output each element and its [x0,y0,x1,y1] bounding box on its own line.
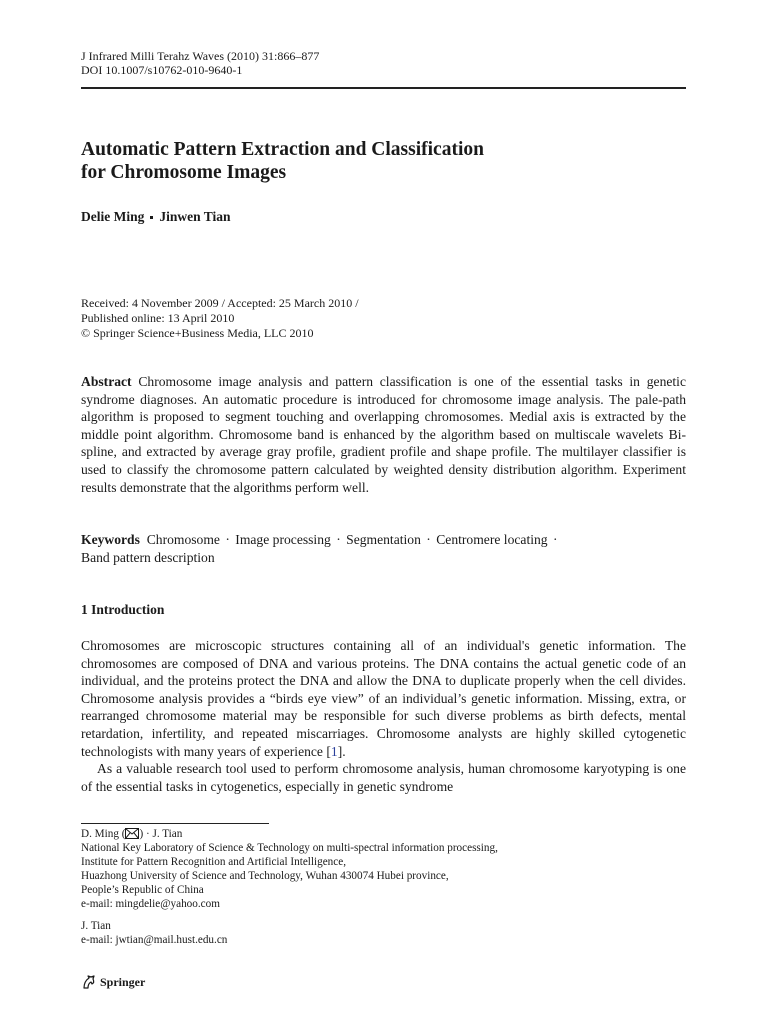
affiliation-line: National Key Laboratory of Science & Technology on multi-spectral information processing, [81,842,498,854]
keyword: Band pattern description [81,550,215,565]
journal-header [81,49,319,77]
corresponding-author [81,827,498,841]
publisher-name: Springer [100,974,146,989]
springer-horse-icon [81,974,97,990]
introduction-body [81,637,686,795]
footnote-text: ) · J. Tian [139,828,183,840]
copyright: © Springer Science+Business Media, LLC 2010 [81,326,314,340]
affiliation-line: People’s Republic of China [81,884,204,896]
paragraph-text: Chromosomes are microscopic structures containing all of an individual's genetic information. The chromosomes are composed of DNA and various proteins. The DNA contains the actual genetic code of an individual, and the proteins protect the DNA and allow the DNA to duplicate properly when the cell divides. Chromosome analysis provides a “birds eye view” of an individual’s genetic information. Missing, extra, or rearranged chromosome material may be responsible for such diverse problems as birth defects, mental retardation, infertility, and repeated miscarriages. Chromosome analysts are highly skilled cytogenetic technologists with many years of experience [ [81,638,686,759]
email: e-mail: mingdelie@yahoo.com [81,898,220,910]
section-heading: 1 Introduction [81,602,165,617]
email: e-mail: jwtian@mail.hust.edu.cn [81,934,228,946]
keywords: Keywords Chromosome · Image processing · Segmentation · Centromere locating · Band pattern description [81,532,558,565]
author-separator [150,216,153,219]
keyword: Segmentation [346,532,421,547]
publication-dates [81,296,359,341]
paragraph [81,637,686,760]
received-accepted: Received: 4 November 2009 / Accepted: 25 March 2010 / [81,296,359,310]
author-footnote [81,827,498,947]
affiliation-line: Institute for Pattern Recognition and Artificial Intelligence, [81,856,347,868]
title-line-2: for Chromosome Images [81,162,287,183]
published-online: Published online: 13 April 2010 [81,311,235,325]
envelope-icon [125,828,139,839]
author-name: Delie Ming [81,209,145,224]
header-rule [81,87,686,89]
footnote-text: D. Ming ( [81,828,126,840]
keyword: Chromosome [146,532,220,547]
second-author: J. Tian [81,920,111,932]
keyword: Image processing [235,532,331,547]
paragraph: As a valuable research tool used to perform chromosome analysis, human chromosome karyotyping is one of the essential tasks in cytogenetics, especially in genetic syndrome [81,761,686,794]
journal-citation: J Infrared Milli Terahz Waves (2010) 31:866–877 [81,49,320,63]
keywords-label: Keywords [81,532,140,547]
affiliation-line: Huazhong University of Science and Technology, Wuhan 430074 Hubei province, [81,870,449,882]
abstract [81,373,686,496]
author-name: Jinwen Tian [159,209,231,224]
author-list [81,209,231,225]
abstract-label: Abstract [81,374,132,389]
doi: DOI 10.1007/s10762-010-9640-1 [81,63,243,77]
footnote-rule [81,823,269,824]
title-line-1: Automatic Pattern Extraction and Classification [81,139,484,160]
keyword: Centromere locating [436,532,548,547]
publisher-logo [81,974,145,990]
abstract-text: Chromosome image analysis and pattern classification is one of the essential tasks in genetic syndrome diagnoses. An automatic procedure is introduced for chromosome image analysis. The pale-path algorithm is proposed to segment touching and overlapping chromosomes. Medial axis is extracted by the middle point algorithm. Chromosome band is enhanced by the algorithm based on multiscale wavelets Bi-spline, and extracted by average gray profile, gradient profile and shape profile. The multilayer classifier is used to classify the chromosome pattern calculated by weighted density distribution algorithm. Experiment results demonstrate that the algorithms perform well. [81,374,686,495]
citation-link[interactable]: 1 [330,743,338,759]
paragraph-text: ]. [337,743,346,759]
paper-title [81,138,484,184]
